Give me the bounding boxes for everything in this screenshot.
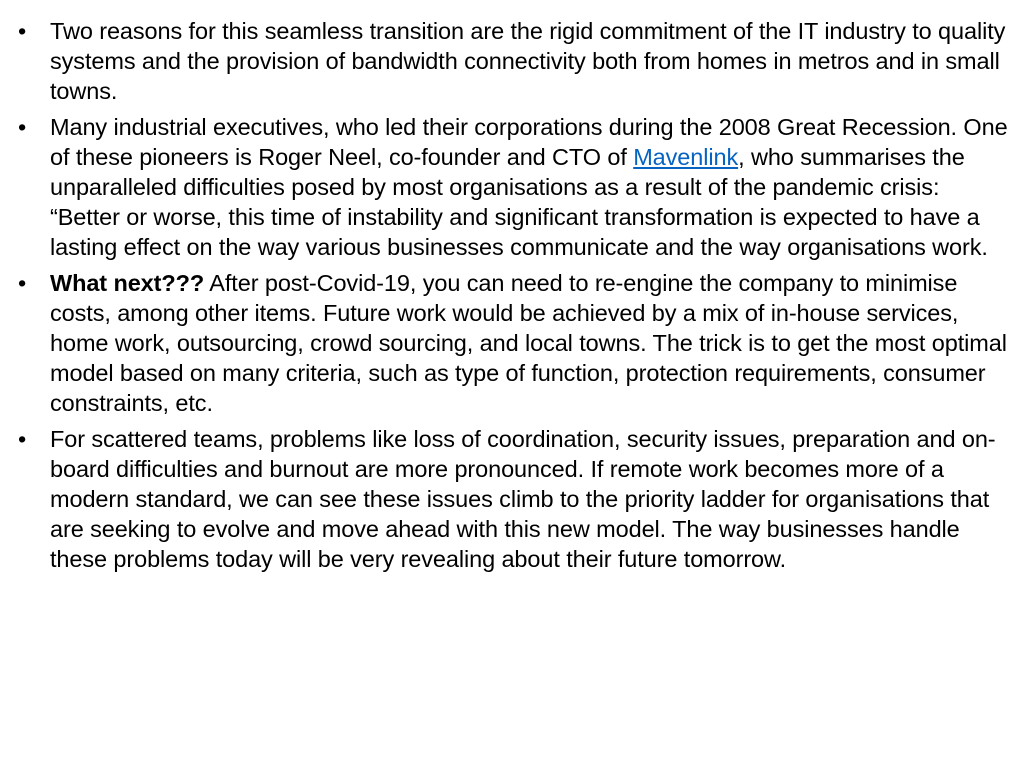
bullet-dot: • (18, 114, 27, 140)
mavenlink-link[interactable]: Mavenlink (633, 144, 739, 170)
bullet-item-transition-reasons (14, 16, 1010, 106)
bullet-dot: • (18, 426, 27, 452)
bullet-text: Two reasons for this seamless transition are the rigid commitment of the IT industry to quality systems and the provision of bandwidth connectivity both from homes in metros and in small towns. (50, 18, 1006, 104)
bullet-item-executives (14, 112, 1010, 262)
bullet-list (14, 16, 1010, 574)
bullet-item-scattered-teams (14, 424, 1010, 574)
bullet-dot: • (18, 270, 27, 296)
bullet-text: For scattered teams, problems like loss of coordination, security issues, preparation and on-board difficulties and burnout are more pronounced. If remote work becomes more of a modern standard, we can see these issues climb to the priority ladder for organisations that are seeking to evolve and move ahead with this new model. The way businesses handle these problems today will be very revealing about their future tomorrow. (50, 426, 996, 572)
bullet-dot: • (18, 18, 27, 44)
bullet-item-what-next (14, 268, 1010, 418)
bullet-text-before-link: Many industrial executives, who led their corporations during the 2008 Great Recession. One of these pioneers is Roger Neel, co-founder and CTO of (50, 114, 1008, 170)
bullet-text: After post-Covid-19, you can need to re-engine the company to minimise costs, among other items. Future work would be achieved by a mix of in-house services, home work, outsourcing, crowd sourcing, and local towns. The trick is to get the most optimal model based on many criteria, such as type of function, protection requirements, consumer constraints, etc. (50, 270, 1007, 416)
bullet-bold-lead: What next??? (50, 270, 205, 296)
bullet-text-after-link: , who summarises the unparalleled difficulties posed by most organisations as a result of the pandemic crisis: “Better or worse, this time of instability and significant transformation is expected to have a lasting effect on the way various businesses communicate and the way organisations work. (50, 144, 988, 260)
